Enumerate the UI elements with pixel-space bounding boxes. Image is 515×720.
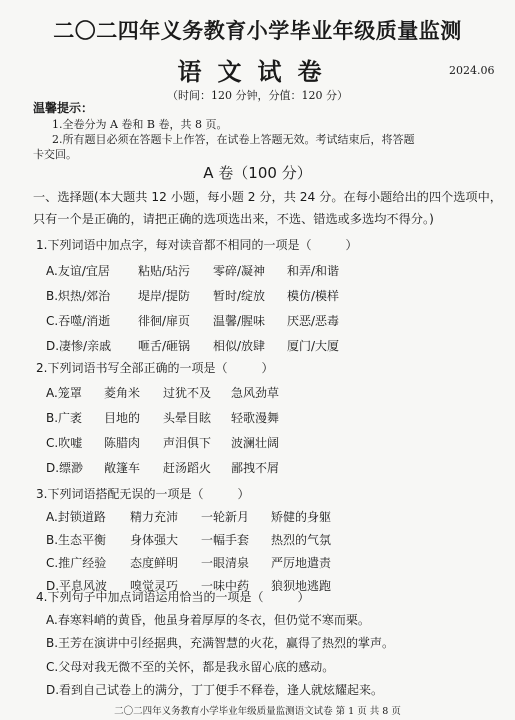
q1-option-d-1: D.凄惨/亲戚 xyxy=(46,339,112,353)
exam-date: 2024.06 xyxy=(449,64,495,77)
q4-option-c: C.父母对我无微不至的关怀，都是我永留心底的感动。 xyxy=(46,660,335,674)
q1-option-d-4: 厦门/大厦 xyxy=(287,339,340,353)
q2-option-a-1: A.笼罩 xyxy=(46,386,82,400)
q2-option-d-3: 赶汤蹈火 xyxy=(163,461,212,475)
q1-option-d-2: 咂舌/砸锅 xyxy=(138,339,191,353)
tips-heading: 温馨提示： xyxy=(33,101,94,115)
q2-option-b-4: 轻歌漫舞 xyxy=(231,411,280,425)
question-2-stem: 2.下列词语书写全部正确的一项是（ ） xyxy=(36,361,274,375)
page-footer: 二〇二四年义务教育小学毕业年级质量监测语文试卷 第 1 页 共 8 页 xyxy=(114,706,401,717)
q1-option-a-1: A.友谊/宜居 xyxy=(46,264,110,278)
tip-line-3: 卡交回。 xyxy=(33,148,77,161)
tip-line-1: 1.全卷分为 A 卷和 B 卷，共 8 页。 xyxy=(52,118,228,131)
question-3-stem: 3.下列词语搭配无误的一项是（ ） xyxy=(36,487,250,501)
q2-option-b-2: 目地的 xyxy=(104,411,141,425)
q1-option-c-1: C.吞噬/消逝 xyxy=(46,314,111,328)
q3-option-d-3: 一味中药 xyxy=(201,579,250,593)
q3-option-b-3: 一幅手套 xyxy=(201,533,250,547)
q1-option-a-3: 零碎/凝神 xyxy=(213,264,266,278)
q3-option-d-4: 狼狈地逃跑 xyxy=(271,579,332,593)
q3-option-a-4: 矫健的身躯 xyxy=(271,510,332,524)
q3-option-d-1: D.平息风波 xyxy=(46,579,108,593)
q4-option-d: D.看到自己试卷上的满分，丁丁便手不释卷，逢人就炫耀起来。 xyxy=(46,683,384,697)
q2-option-a-4: 急风劲草 xyxy=(231,386,280,400)
q2-option-c-4: 波澜壮阔 xyxy=(231,436,280,450)
q2-option-a-2: 菱角米 xyxy=(104,386,141,400)
question-1-stem: 1.下列词语中加点字，每对读音都不相同的一项是（ ） xyxy=(36,238,358,252)
question-4-stem: 4.下列句子中加点词语运用恰当的一项是（ ） xyxy=(36,590,310,604)
q3-option-c-1: C.推广经验 xyxy=(46,556,107,570)
q1-option-c-2: 徘徊/扉页 xyxy=(138,314,191,328)
q2-option-c-2: 陈腊肉 xyxy=(104,436,141,450)
q3-option-a-1: A.封锁道路 xyxy=(46,510,106,524)
q3-option-c-4: 严厉地遣责 xyxy=(271,556,332,570)
section-a-heading: A 卷（100 分） xyxy=(203,164,312,182)
q3-option-b-4: 热烈的气氛 xyxy=(271,533,332,547)
q3-option-a-3: 一轮新月 xyxy=(201,510,250,524)
q4-option-a: A.春寒料峭的黄昏，他虽身着厚厚的冬衣，但仍觉不寒而栗。 xyxy=(46,613,370,627)
q3-option-a-2: 精力充沛 xyxy=(130,510,179,524)
q2-option-b-3: 头晕目眩 xyxy=(163,411,212,425)
subject-title: 语文试卷 xyxy=(177,57,338,86)
q2-option-d-1: D.缥渺 xyxy=(46,461,84,475)
exam-title: 二〇二四年义务教育小学毕业年级质量监测 xyxy=(53,18,462,43)
q3-option-b-1: B.生态平衡 xyxy=(46,533,107,547)
q3-option-d-2: 嗅觉灵巧 xyxy=(130,579,179,593)
q1-option-b-3: 暂时/绽放 xyxy=(213,289,266,303)
q2-option-c-1: C.吹嘘 xyxy=(46,436,83,450)
q1-option-c-3: 温馨/腥味 xyxy=(213,314,266,328)
q1-option-d-3: 相似/放肆 xyxy=(213,339,266,353)
time-score-info: （时间：120 分钟，分值：120 分） xyxy=(167,89,348,102)
q1-option-b-1: B.炽热/郊治 xyxy=(46,289,111,303)
q1-option-a-2: 粘贴/玷污 xyxy=(138,264,191,278)
q2-option-d-2: 敞篷车 xyxy=(104,461,141,475)
tip-line-2: 2.所有题目必须在答题卡上作答，在试卷上答题无效。考试结束后，将答题 xyxy=(52,133,415,146)
q2-option-b-1: B.广袤 xyxy=(46,411,83,425)
q1-option-b-4: 模仿/模样 xyxy=(287,289,340,303)
q1-option-b-2: 堤岸/提防 xyxy=(138,289,191,303)
q3-option-b-2: 身体强大 xyxy=(130,533,179,547)
q3-option-c-3: 一眼清泉 xyxy=(201,556,250,570)
q1-option-c-4: 厌恶/恶毒 xyxy=(287,314,340,328)
q3-option-c-2: 态度鲜明 xyxy=(130,556,179,570)
q2-option-c-3: 声泪俱下 xyxy=(163,436,212,450)
q2-option-d-4: 鄙拽不屑 xyxy=(231,461,280,475)
section-one-instructions: 一、选择题(本大题共 12 小题，每小题 2 分，共 24 分。在每小题给出的四个选项中，只有一个是正确的，请把正确的选项选出来，不选、错选或多选均不得分。) xyxy=(33,190,502,226)
q2-option-a-3: 过犹不及 xyxy=(163,386,212,400)
q1-option-a-4: 和弄/和谐 xyxy=(287,264,340,278)
q4-option-b: B.王芳在演讲中引经据典，充满智慧的火花，赢得了热烈的掌声。 xyxy=(46,636,395,650)
